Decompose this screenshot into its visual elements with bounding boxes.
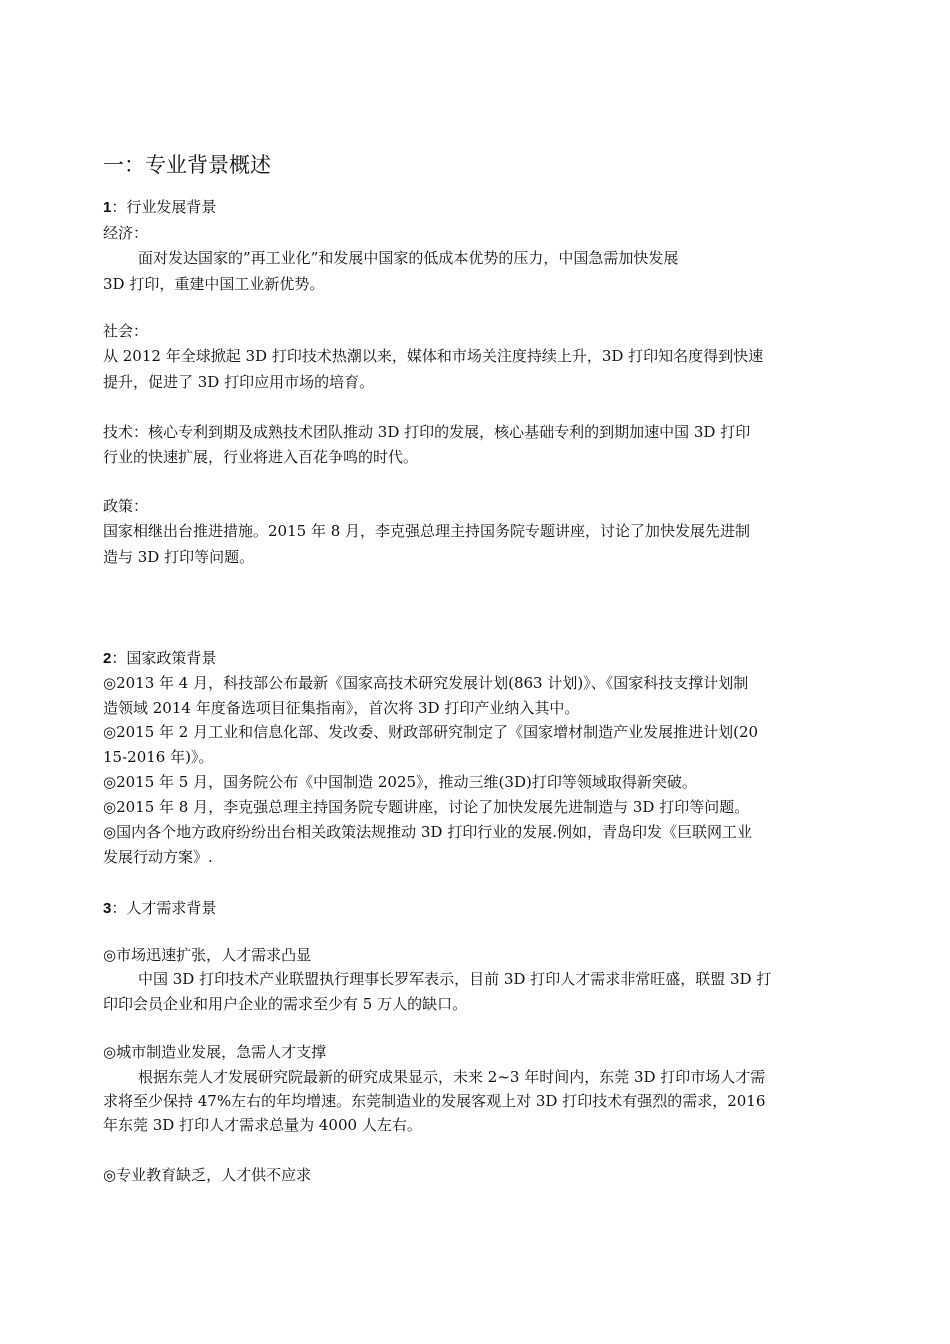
section-number: 2 [103, 650, 112, 667]
section-title: ：人才需求背景 [111, 899, 217, 917]
economy-text-line: 面对发达国家的”再工业化”和发展中国家的低成本优势的压力，中国急需加快发展 [138, 249, 679, 267]
policy-list-line: ◎国内各个地方政府纷纷出台相关政策法规推动 3D 打印行业的发展.例如，青岛印发《巨联网工业 [103, 823, 752, 841]
talent-point-heading: ◎城市制造业发展，急需人才支撑 [103, 1043, 327, 1061]
society-label: 社会： [103, 322, 149, 340]
policy-label: 政策： [103, 497, 149, 515]
page-title: 一：专业背景概述 [103, 153, 271, 177]
policy-text-line: 造与 3D 打印等问题。 [103, 548, 255, 566]
tech-text-line: 技术：核心专利到期及成熟技术团队推动 3D 打印的发展，核心基础专利的到期加速中国 3D 打印 [103, 423, 751, 441]
section-number: 3 [103, 900, 112, 917]
economy-text-line: 3D 打印，重建中国工业新优势。 [103, 275, 325, 293]
policy-list-line: 15-2016 年)》。 [103, 748, 214, 766]
section-1-heading [103, 195, 216, 220]
policy-list-line: 造领域 2014 年度备选项目征集指南》，首次将 3D 打印产业纳入其中。 [103, 699, 580, 717]
section-title: ：国家政策背景 [111, 649, 217, 667]
section-3-heading [103, 896, 216, 921]
talent-text-line: 印印会员企业和用户企业的需求至少有 5 万人的缺口。 [103, 995, 468, 1013]
talent-point-heading: ◎专业教育缺乏，人才供不应求 [103, 1166, 312, 1184]
society-text-line: 从 2012 年全球掀起 3D 打印技术热潮以来，媒体和市场关注度持续上升，3D 打印知名度得到快速 [103, 347, 764, 365]
policy-text-line: 国家相继出台推进措施。2015 年 8 月，李克强总理主持国务院专题讲座，讨论了加快发展先进制 [103, 522, 751, 540]
talent-text-line: 年东莞 3D 打印人才需求总量为 4000 人左右。 [103, 1116, 422, 1134]
talent-text-line: 中国 3D 打印技术产业联盟执行理事长罗军表示，目前 3D 打印人才需求非常旺盛，联盟 3D 打 [138, 970, 772, 988]
policy-list-line: ◎2015 年 5 月，国务院公布《中国制造 2025》，推动三维(3D)打印等领域取得新突破。 [103, 773, 697, 791]
talent-text-line: 根据东莞人才发展研究院最新的研究成果显示，未来 2~3 年时间内，东莞 3D 打印市场人才需 [138, 1068, 766, 1086]
section-number: 1 [103, 199, 112, 216]
talent-text-line: 求将至少保持 47%左右的年均增速。东莞制造业的发展客观上对 3D 打印技术有强烈的需求，2016 [103, 1092, 766, 1110]
section-title: ：行业发展背景 [111, 198, 217, 216]
section-2-heading [103, 646, 216, 671]
tech-text-line: 行业的快速扩展，行业将进入百花争鸣的时代。 [103, 448, 419, 466]
talent-point-heading: ◎市场迅速扩张，人才需求凸显 [103, 946, 312, 964]
policy-list-line: ◎2015 年 8 月，李克强总理主持国务院专题讲座，讨论了加快发展先进制造与 3D 打印等问题。 [103, 798, 750, 816]
policy-list-line: ◎2013 年 4 月，科技部公布最新《国家高技术研究发展计划(863 计划)》、《国家科技支撑计划制 [103, 674, 749, 692]
society-text-line: 提升，促进了 3D 打印应用市场的培育。 [103, 373, 375, 391]
policy-list-line: 发展行动方案》. [103, 848, 213, 866]
policy-list-line: ◎2015 年 2 月工业和信息化部、发改委、财政部研究制定了《国家增材制造产业发展推进计划(20 [103, 723, 759, 741]
economy-label: 经济： [103, 224, 149, 242]
